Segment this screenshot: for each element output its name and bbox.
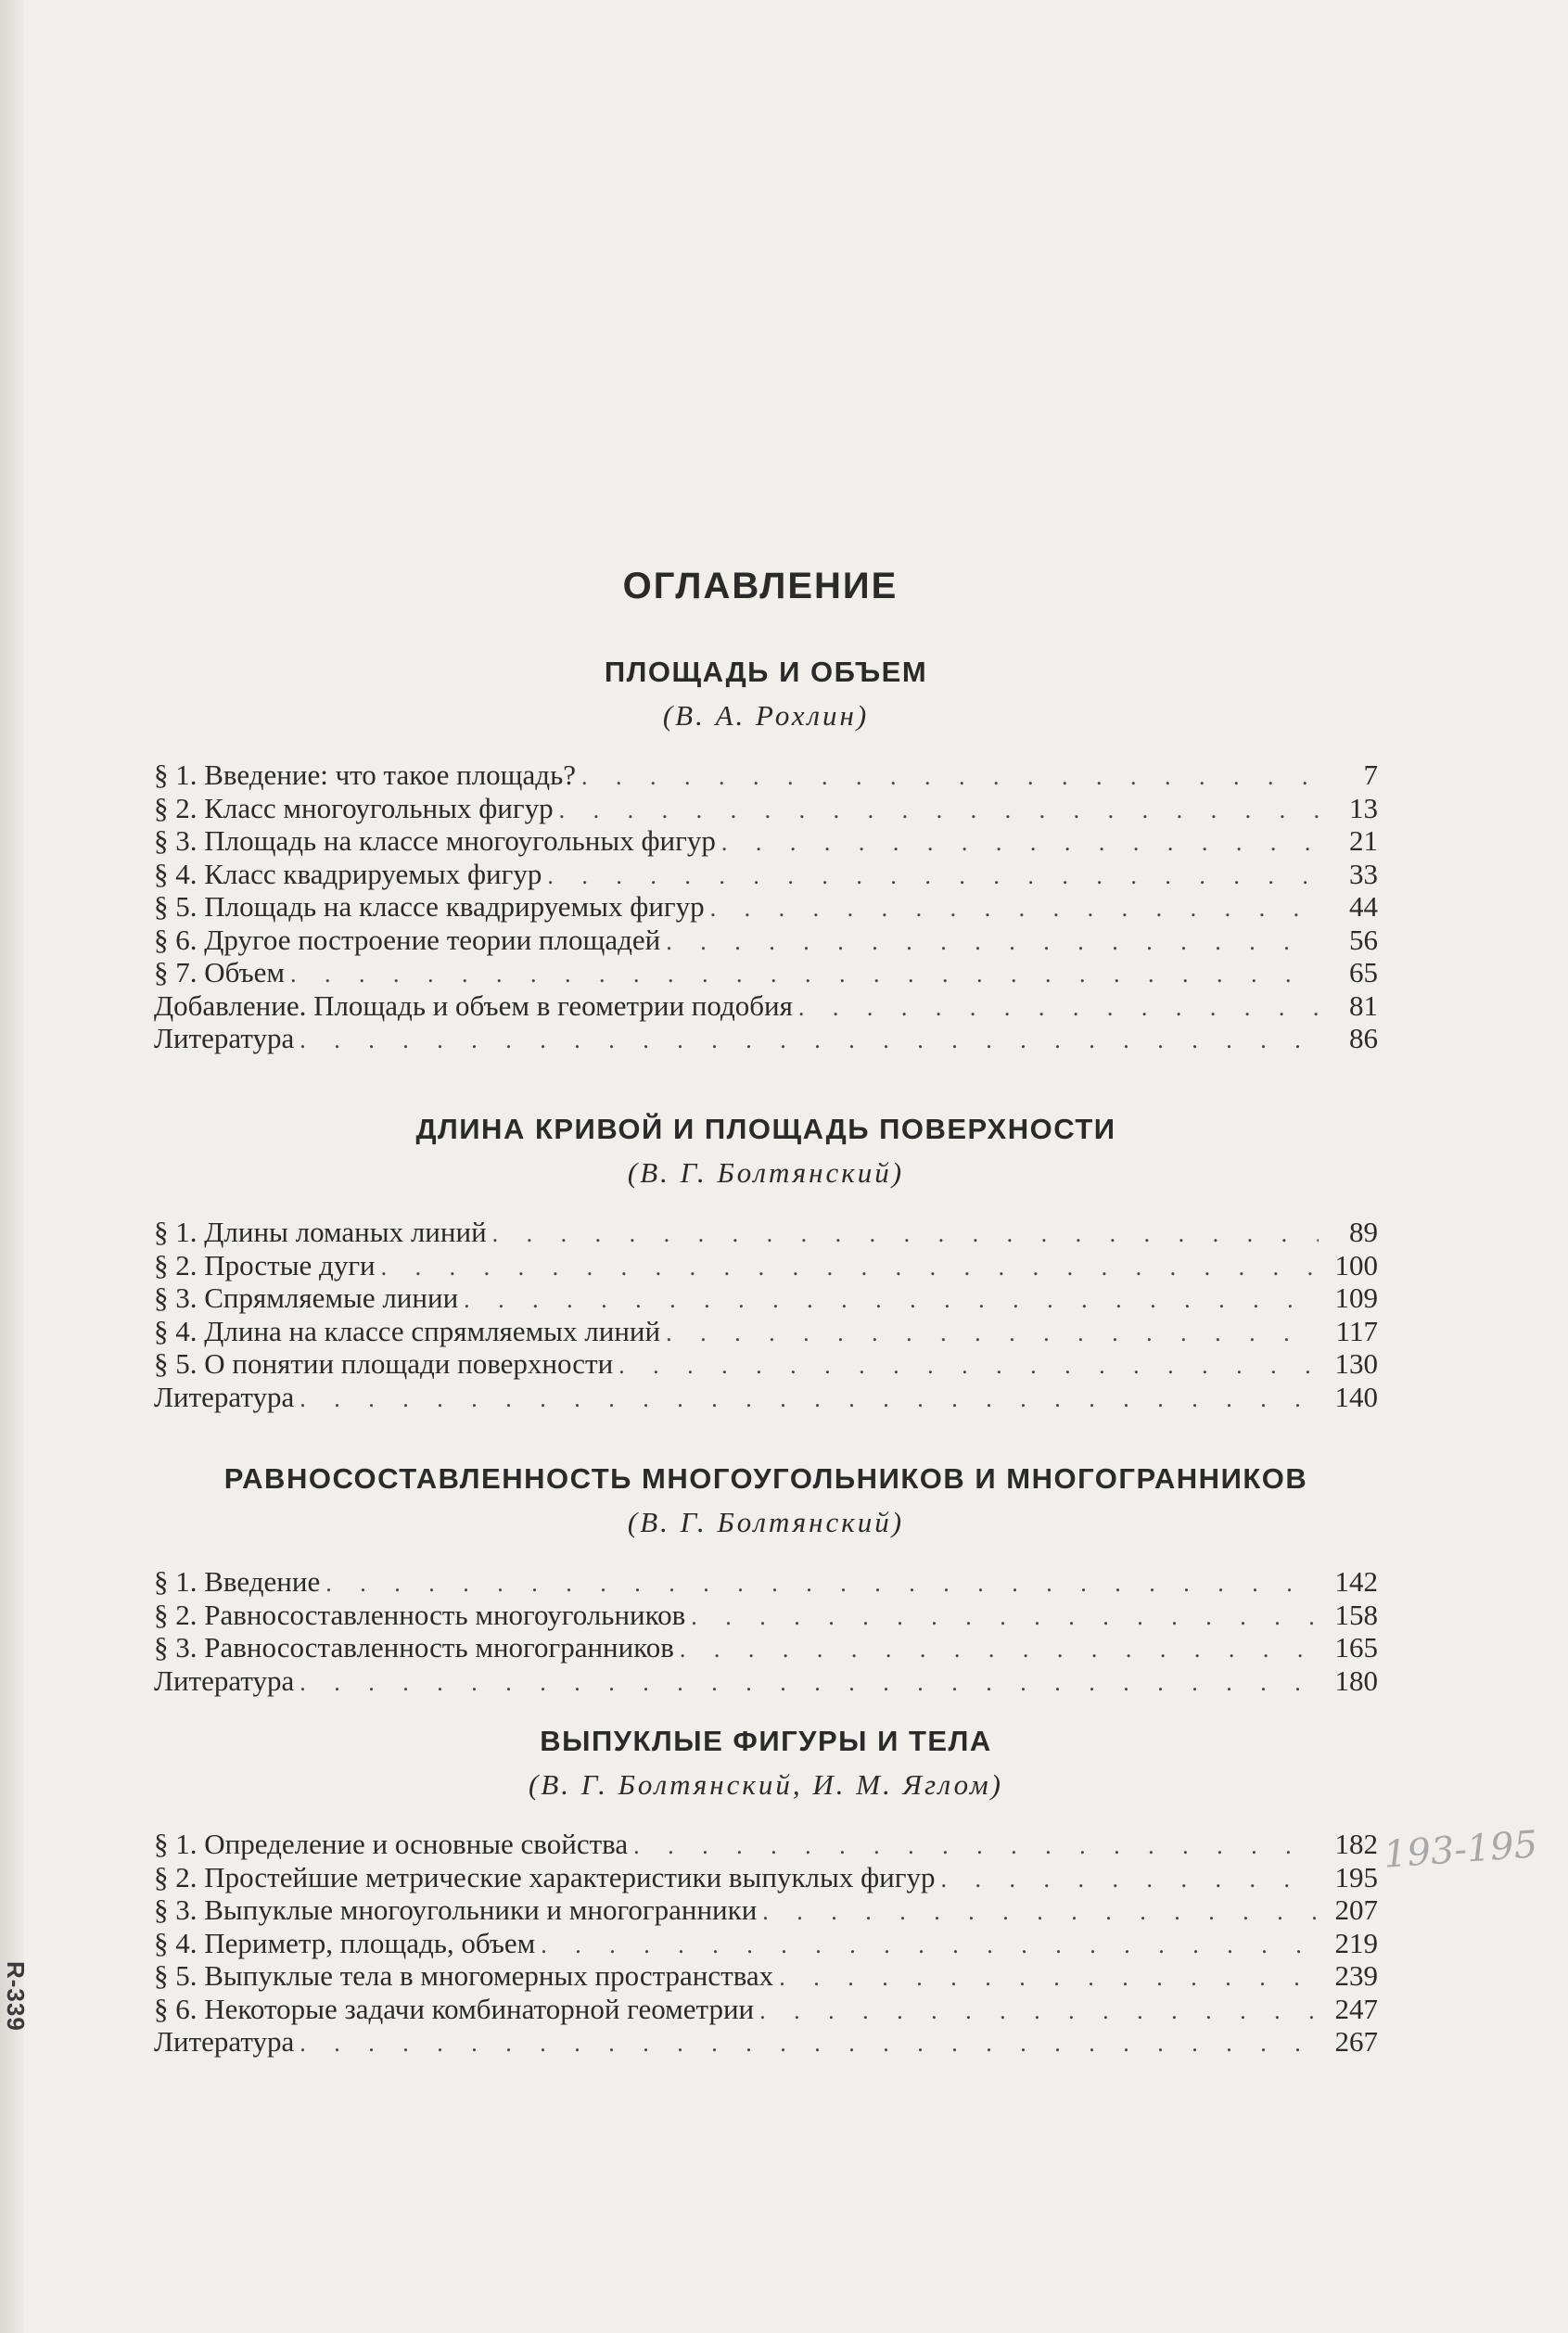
toc-entry[interactable] (154, 1861, 1378, 1894)
toc-entry-page: 21 (1349, 824, 1378, 857)
dot-leader (779, 1961, 1319, 1995)
toc-entry[interactable] (154, 1893, 1378, 1927)
toc-entry-page: 267 (1334, 2025, 1378, 2058)
toc-entry-page: 86 (1349, 1022, 1378, 1054)
toc-entry-page: 13 (1349, 791, 1378, 824)
part-heading: ВЫПУКЛЫЕ ФИГУРЫ И ТЕЛА (540, 1725, 992, 1757)
dot-leader (300, 2027, 1319, 2060)
toc-entry[interactable] (154, 1281, 1378, 1315)
toc-list (154, 1565, 1378, 1697)
toc-entry-label: § 5. Площадь на классе квадрируемых фигур (154, 890, 705, 923)
toc-entry-page: 100 (1334, 1248, 1378, 1281)
toc-entry[interactable] (154, 1828, 1378, 1861)
dot-leader (940, 1863, 1319, 1896)
dot-leader (680, 1633, 1319, 1666)
dot-leader (325, 1567, 1319, 1600)
toc-entry-label: § 4. Класс квадрируемых фигур (154, 857, 542, 890)
toc-entry[interactable] (154, 1347, 1378, 1381)
dot-leader (547, 860, 1319, 893)
toc-entry-label: Литература (154, 1664, 295, 1697)
toc-entry[interactable] (154, 1565, 1378, 1599)
toc-entry-page: 247 (1334, 1992, 1378, 2025)
dot-leader (300, 1024, 1319, 1057)
dot-leader (666, 1317, 1319, 1350)
toc-entry-page: 109 (1334, 1281, 1378, 1314)
toc-entry[interactable] (154, 956, 1378, 989)
toc-entry-label: § 6. Другое построение теории площадей (154, 923, 661, 956)
toc-entry-page: 33 (1349, 857, 1378, 890)
dot-leader (633, 1829, 1319, 1863)
toc-entry-page: 81 (1349, 988, 1378, 1022)
toc-part-3 (154, 1456, 1378, 1697)
part-author: (В. Г. Болтянский) (627, 1156, 905, 1189)
toc-part-1 (154, 649, 1378, 1055)
toc-entry-label: § 6. Некоторые задачи комбинаторной геометрии (154, 1992, 755, 2025)
dot-leader (618, 1349, 1319, 1383)
toc-entry-page: 130 (1334, 1347, 1378, 1380)
toc-entry-page: 195 (1334, 1860, 1378, 1893)
part-heading: ПЛОЩАДЬ И ОБЪЕМ (604, 656, 928, 688)
toc-entry[interactable] (154, 890, 1378, 924)
toc-entry-label: § 1. Введение: что такое площадь? (154, 759, 576, 791)
toc-entry-label: § 2. Класс многоугольных фигур (154, 791, 554, 824)
toc-entry[interactable] (154, 1599, 1378, 1632)
dot-leader (290, 958, 1319, 991)
toc-entry-page: 140 (1334, 1380, 1378, 1413)
dot-leader (759, 1995, 1319, 2028)
toc-entry-label: § 7. Объем (154, 956, 286, 988)
toc-entry[interactable] (154, 1993, 1378, 2026)
toc-entry-label: § 4. Периметр, площадь, объем (154, 1926, 536, 1959)
toc-entry-page: 180 (1334, 1664, 1378, 1697)
margin-note: R-339 (2, 1961, 30, 2032)
toc-entry-page: 165 (1334, 1631, 1378, 1664)
toc-entry-page: 142 (1334, 1565, 1378, 1598)
toc-title: ОГЛАВЛЕНИЕ (622, 566, 899, 606)
toc-entry-page: 158 (1334, 1598, 1378, 1631)
toc-entry-label: § 3. Спрямляемые линии (154, 1281, 459, 1314)
toc-entry[interactable] (154, 2025, 1378, 2059)
toc-entry-label: § 1. Определение и основные свойства (154, 1828, 629, 1860)
dot-leader (762, 1895, 1319, 1929)
toc-entry-label: Литература (154, 1022, 295, 1054)
toc-entry[interactable] (154, 858, 1378, 891)
toc-entry[interactable] (154, 792, 1378, 825)
dot-leader (710, 892, 1319, 925)
toc-list (154, 1828, 1378, 2059)
dot-leader (541, 1929, 1319, 1962)
toc-entry[interactable] (154, 1959, 1378, 1993)
part-heading: РАВНОСОСТАВЛЕННОСТЬ МНОГОУГОЛЬНИКОВ И МНОГОГРАННИКОВ (223, 1462, 1308, 1495)
toc-part-2 (154, 1106, 1378, 1413)
dot-leader (798, 991, 1319, 1025)
toc-entry-label: § 1. Введение (154, 1565, 321, 1598)
toc-entry-label: § 5. О понятии площади поверхности (154, 1347, 614, 1380)
toc-entry-label: § 1. Длины ломаных линий (154, 1216, 487, 1248)
toc-entry[interactable] (154, 1216, 1378, 1249)
dot-leader (581, 760, 1319, 794)
part-author: (В. Г. Болтянский) (627, 1506, 905, 1538)
toc-entry-label: § 3. Выпуклые многоугольники и многогранники (154, 1893, 758, 1926)
toc-entry[interactable] (154, 989, 1378, 1023)
dot-leader (721, 826, 1319, 860)
toc-entry-page: 207 (1334, 1893, 1378, 1926)
toc-entry[interactable] (154, 1927, 1378, 1960)
toc-entry[interactable] (154, 1022, 1378, 1055)
dot-leader (666, 925, 1319, 959)
toc-list (154, 759, 1378, 1055)
toc-part-4 (154, 1718, 1378, 2059)
part-heading: ДЛИНА КРИВОЙ И ПЛОЩАДЬ ПОВЕРХНОСТИ (415, 1113, 1116, 1145)
handwritten-note: 193-195 (1382, 1823, 1539, 1877)
toc-entry[interactable] (154, 924, 1378, 957)
toc-entry-page: 7 (1363, 759, 1378, 791)
part-author: (В. Г. Болтянский, И. М. Яглом) (529, 1768, 1003, 1801)
toc-entry[interactable] (154, 759, 1378, 792)
toc-entry-label: § 2. Простые дуги (154, 1248, 376, 1281)
dot-leader (300, 1666, 1319, 1700)
dot-leader (691, 1600, 1319, 1634)
toc-entry[interactable] (154, 1315, 1378, 1348)
dot-leader (492, 1217, 1319, 1251)
dot-leader (464, 1283, 1319, 1317)
toc-entry-label: § 5. Выпуклые тела в многомерных пространствах (154, 1959, 774, 1992)
toc-entry[interactable] (154, 824, 1378, 858)
part-author: (В. А. Рохлин) (662, 699, 870, 732)
toc-entry[interactable] (154, 1249, 1378, 1282)
toc-entry-page: 89 (1349, 1216, 1378, 1248)
toc-entry-page: 219 (1334, 1926, 1378, 1959)
toc-entry-page: 56 (1349, 923, 1378, 956)
toc-entry[interactable] (154, 1631, 1378, 1664)
toc-entry-label: Литература (154, 1380, 295, 1413)
dot-leader (381, 1251, 1319, 1284)
toc-entry-label: § 3. Равносоставленность многогранников (154, 1631, 674, 1664)
toc-entry[interactable] (154, 1664, 1378, 1698)
toc-entry-label: Добавление. Площадь и объем в геометрии подобия (154, 988, 793, 1022)
toc-entry-label: § 2. Простейшие метрические характеристики выпуклых фигур (154, 1860, 936, 1893)
toc-entry-label: § 3. Площадь на классе многоугольных фигур (154, 824, 716, 857)
toc-entry[interactable] (154, 1381, 1378, 1414)
dot-leader (559, 794, 1319, 827)
toc-entry-label: § 4. Длина на классе спрямляемых линий (154, 1314, 661, 1347)
toc-entry-page: 239 (1334, 1959, 1378, 1992)
toc-entry-page: 65 (1349, 956, 1378, 988)
toc-entry-page: 44 (1349, 890, 1378, 923)
toc-entry-page: 117 (1335, 1314, 1378, 1347)
toc-entry-label: Литература (154, 2025, 295, 2058)
dot-leader (300, 1383, 1319, 1416)
toc-entry-label: § 2. Равносоставленность многоугольников (154, 1598, 686, 1631)
toc-entry-page: 182 (1334, 1828, 1378, 1860)
toc-list (154, 1216, 1378, 1413)
